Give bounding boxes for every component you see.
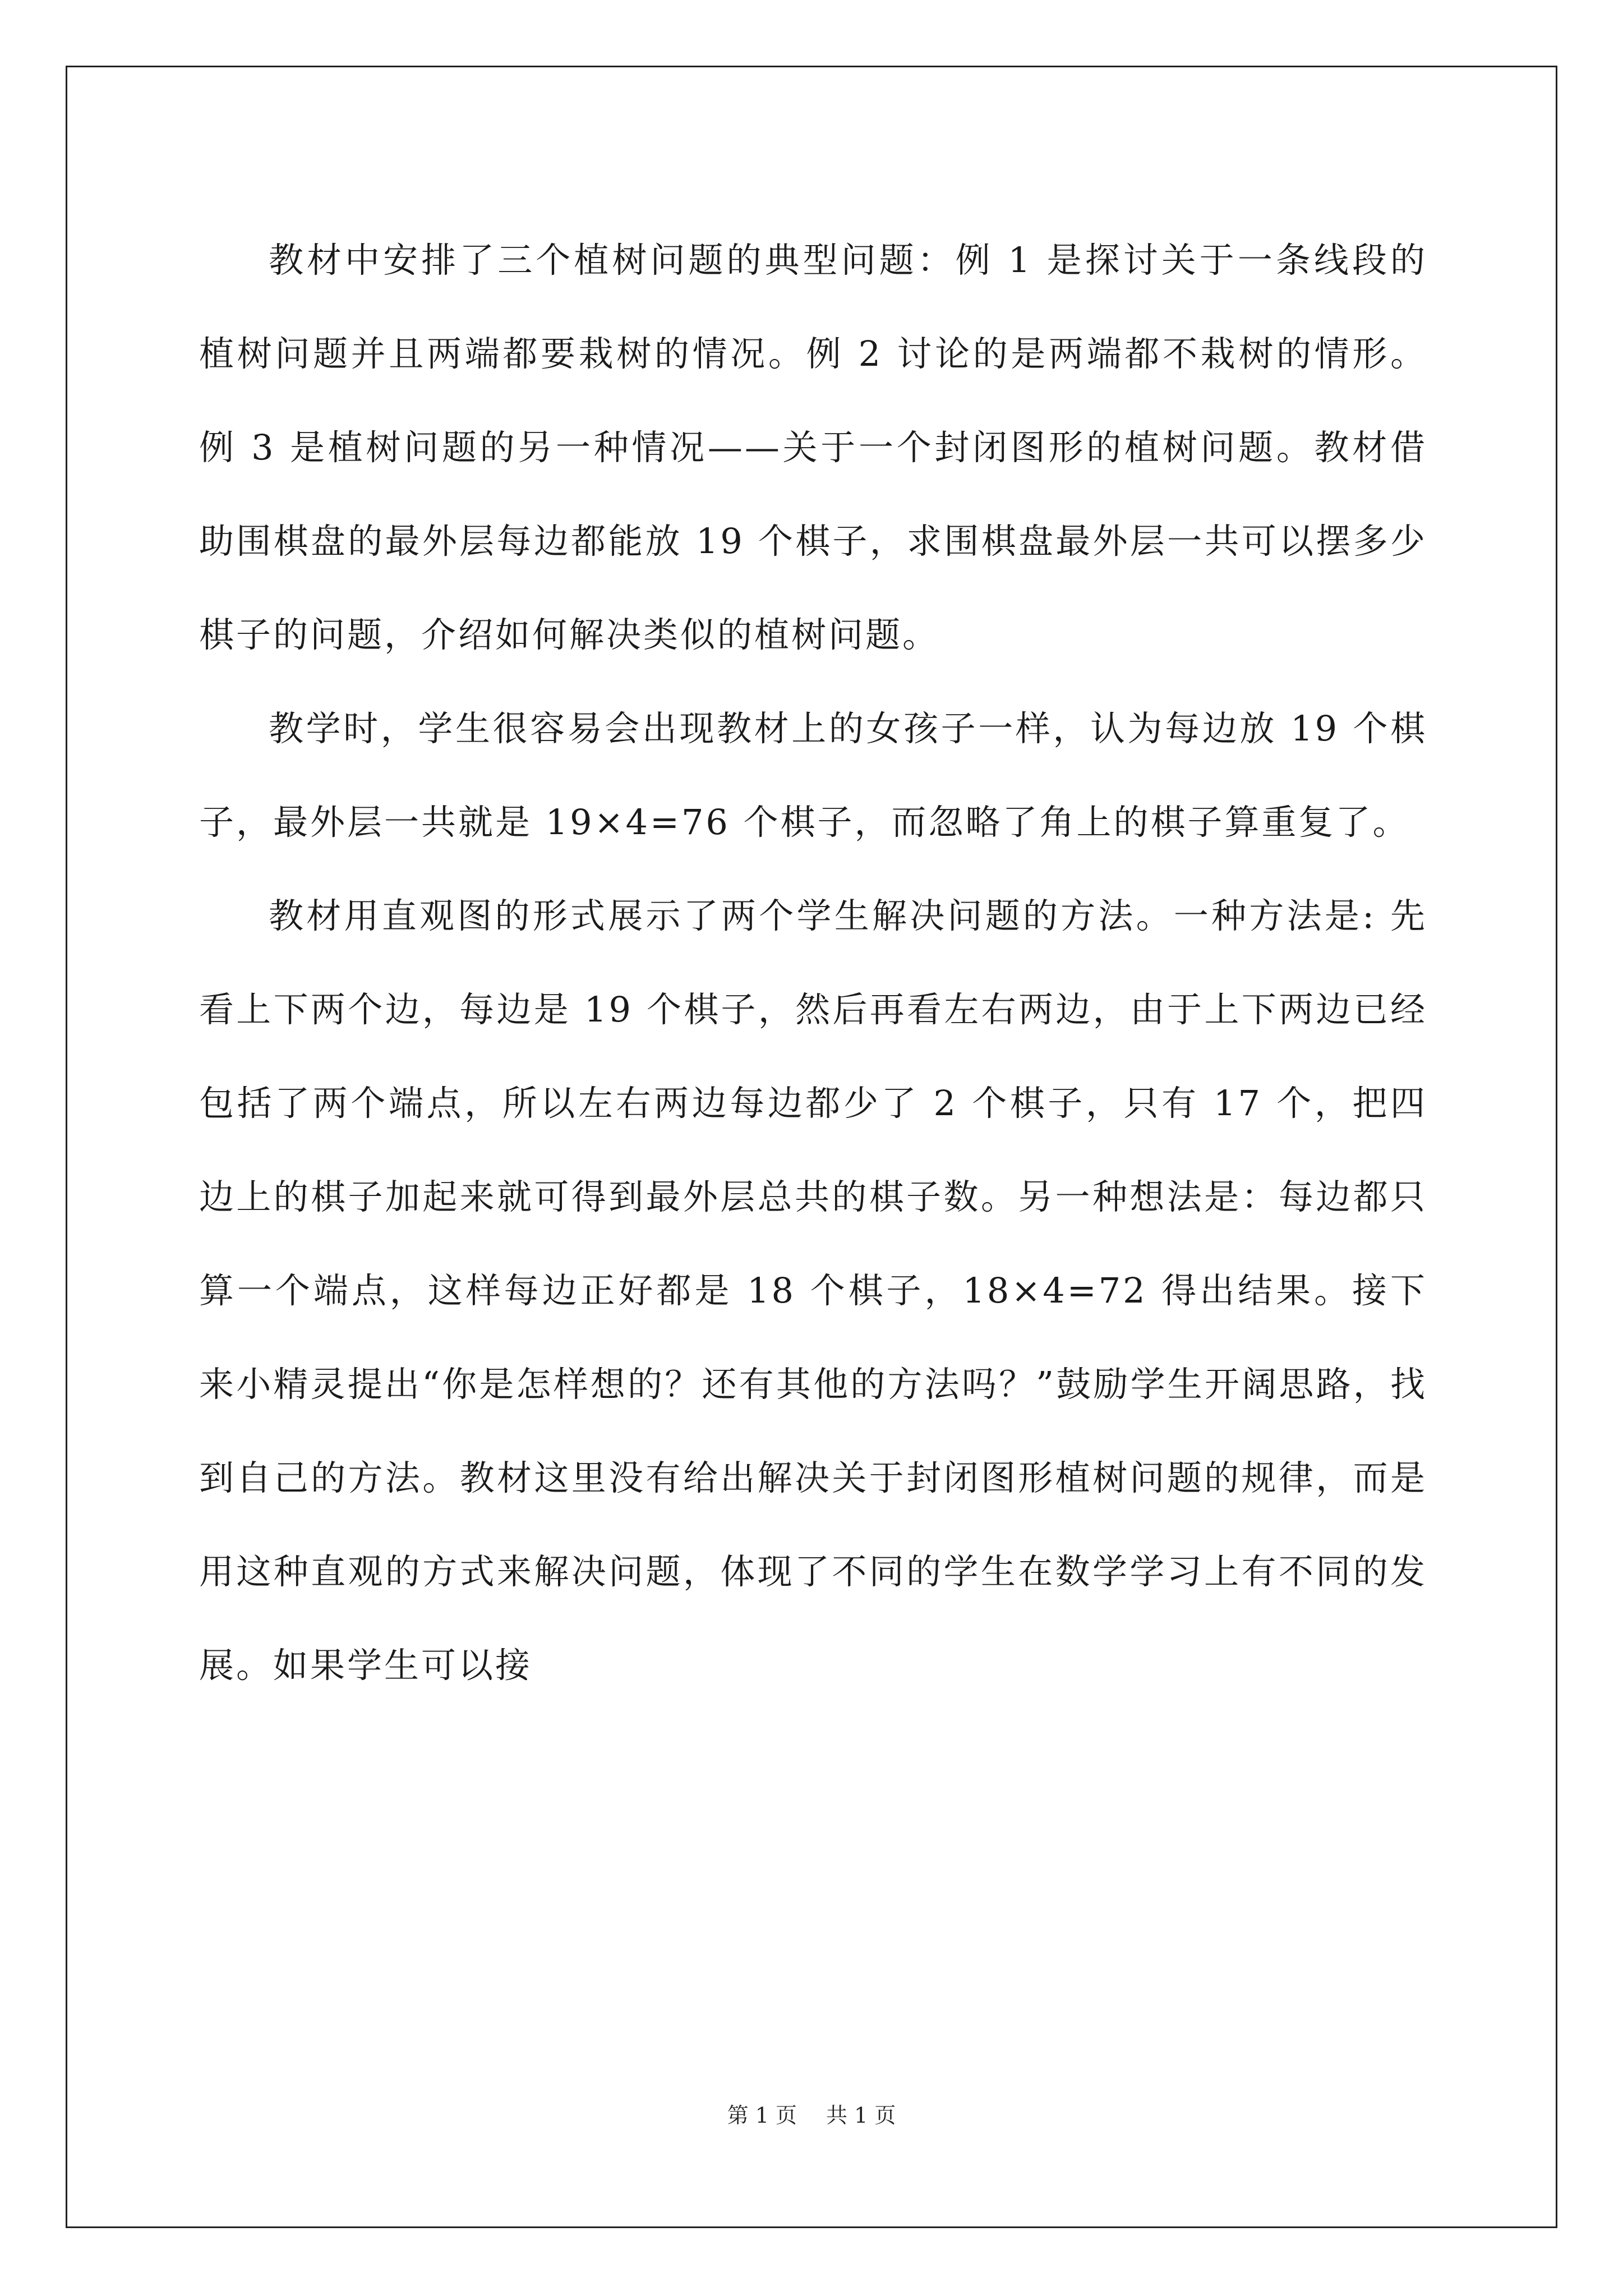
- paragraph-3: 教材用直观图的形式展示了两个学生解决问题的方法。一种方法是: 先看上下两个边，每边是 19 个棋子，然后再看左右两边，由于上下两边已经包括了两个端点，所以左右两边每边都少了 2 个棋子，只有 17 个，把四边上的棋子加起来就可得到最外层总共的棋子数。另一种想法是：每边都只算一个端点，这样每边正好都是 18 个棋子，18×4=72 得出结果。接下来小精灵提出“你是怎样想的？还有其他的方法吗？”鼓励学生开阔思路，找到自己的方法。教材这里没有给出解决关于封闭图形植树问题的规律，而是用这种直观的方式来解决问题，体现了不同的学生在数学学习上有不同的发展。如果学生可以接: [199, 895, 1427, 1686]
- paragraph-1: 教材中安排了三个植树问题的典型问题：例 1 是探讨关于一条线段的植树问题并且两端都要栽树的情况。例 2 讨论的是两端都不栽树的情形。例 3 是植树问题的另一种情况——关于一个封闭图形的植树问题。教材借助围棋盘的最外层每边都能放 19 个棋子，求围棋盘最外层一共可以摆多少棋子的问题，介绍如何解决类似的植树问题。: [199, 240, 1427, 655]
- paragraph-2: 教学时，学生很容易会出现教材上的女孩子一样，认为每边放 19 个棋子，最外层一共就是 19×4=76 个棋子，而忽略了角上的棋子算重复了。: [199, 708, 1427, 843]
- page-total: 共 1 页: [826, 2103, 896, 2128]
- page-footer: [0, 2098, 1623, 2129]
- document-body: [199, 213, 1427, 1712]
- page-number: 第 1 页: [727, 2103, 797, 2128]
